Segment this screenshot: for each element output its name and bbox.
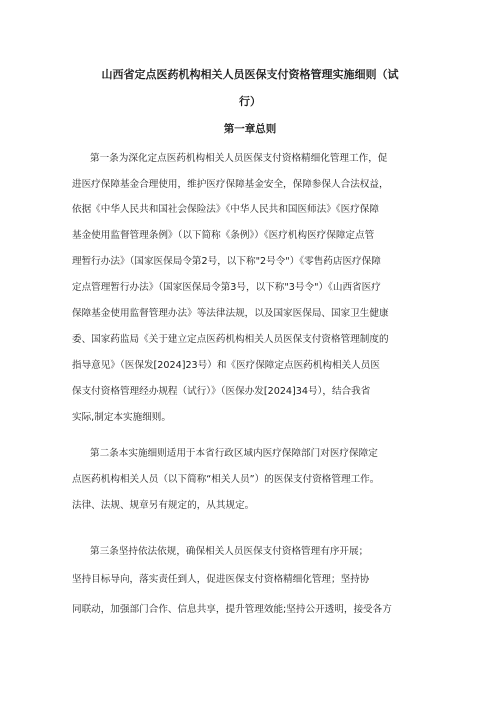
article-3-line: 第三条坚持依法依规，确保相关人员医保支付资格管理有序开展； [90, 546, 369, 557]
article-2-line: 点医药机构相关人员（以下简称“相关人员”）的医保支付资格管理工作。 [72, 474, 380, 485]
article-1-line: 保支付资格管理经办规程（试行）》（医保办发[2024]34号），结合我省 [72, 386, 371, 397]
article-1-line: 实际,制定本实施细则。 [72, 412, 171, 423]
article-1-line: 依据《中华人民共和国社会保险法》《中华人民共和国医师法》《医疗保障 [72, 204, 379, 215]
document-title-line-2: 行） [239, 95, 261, 108]
article-1-line: 保障基金使用监督管理办法》等法律法规，以及国家医保局、国家卫生健康 [72, 308, 389, 319]
chapter-heading: 第一章总则 [223, 123, 277, 135]
article-1-line: 委、国家药监局《关于建立定点医药机构相关人员医保支付资格管理制度的 [72, 334, 389, 345]
article-1-line: 基金使用监督管理条例》（以下简称《条例》）《医疗机构医疗保障定点管 [72, 230, 375, 241]
article-3-line: 同联动，加强部门合作、信息共享，提升管理效能;坚持公开透明，接受各方 [72, 604, 392, 615]
article-1-line: 第一条为深化定点医药机构相关人员医保支付资格精细化管理工作，促 [90, 153, 388, 164]
article-1-line: 定点管理暂行办法》（国家医保局令第3号，以下称"3号令"）《山西省医疗 [72, 282, 381, 293]
article-1-line: 指导意见》（医保发[2024]23号）和《医疗保障定点医药机构相关人员医 [72, 360, 380, 371]
article-2-line: 法律、法规、规章另有规定的，从其规定。 [72, 500, 255, 511]
article-2-line: 第二条本实施细则适用于本省行政区域内医疗保障部门对医疗保障定 [90, 448, 378, 459]
article-1-line: 理暂行办法》（国家医保局令第2号，以下称"2号令"）《零售药店医疗保障 [72, 256, 381, 267]
document-title-line-1: 山西省定点医药机构相关人员医保支付资格管理实施细则（试 [101, 68, 399, 81]
article-1-line: 进医疗保障基金合理使用，维护医疗保障基金安全，保障参保人合法权益， [72, 179, 389, 190]
article-3-line: 坚持目标导向，落实责任到人，促进医保支付资格精细化管理；坚持协 [72, 574, 370, 585]
